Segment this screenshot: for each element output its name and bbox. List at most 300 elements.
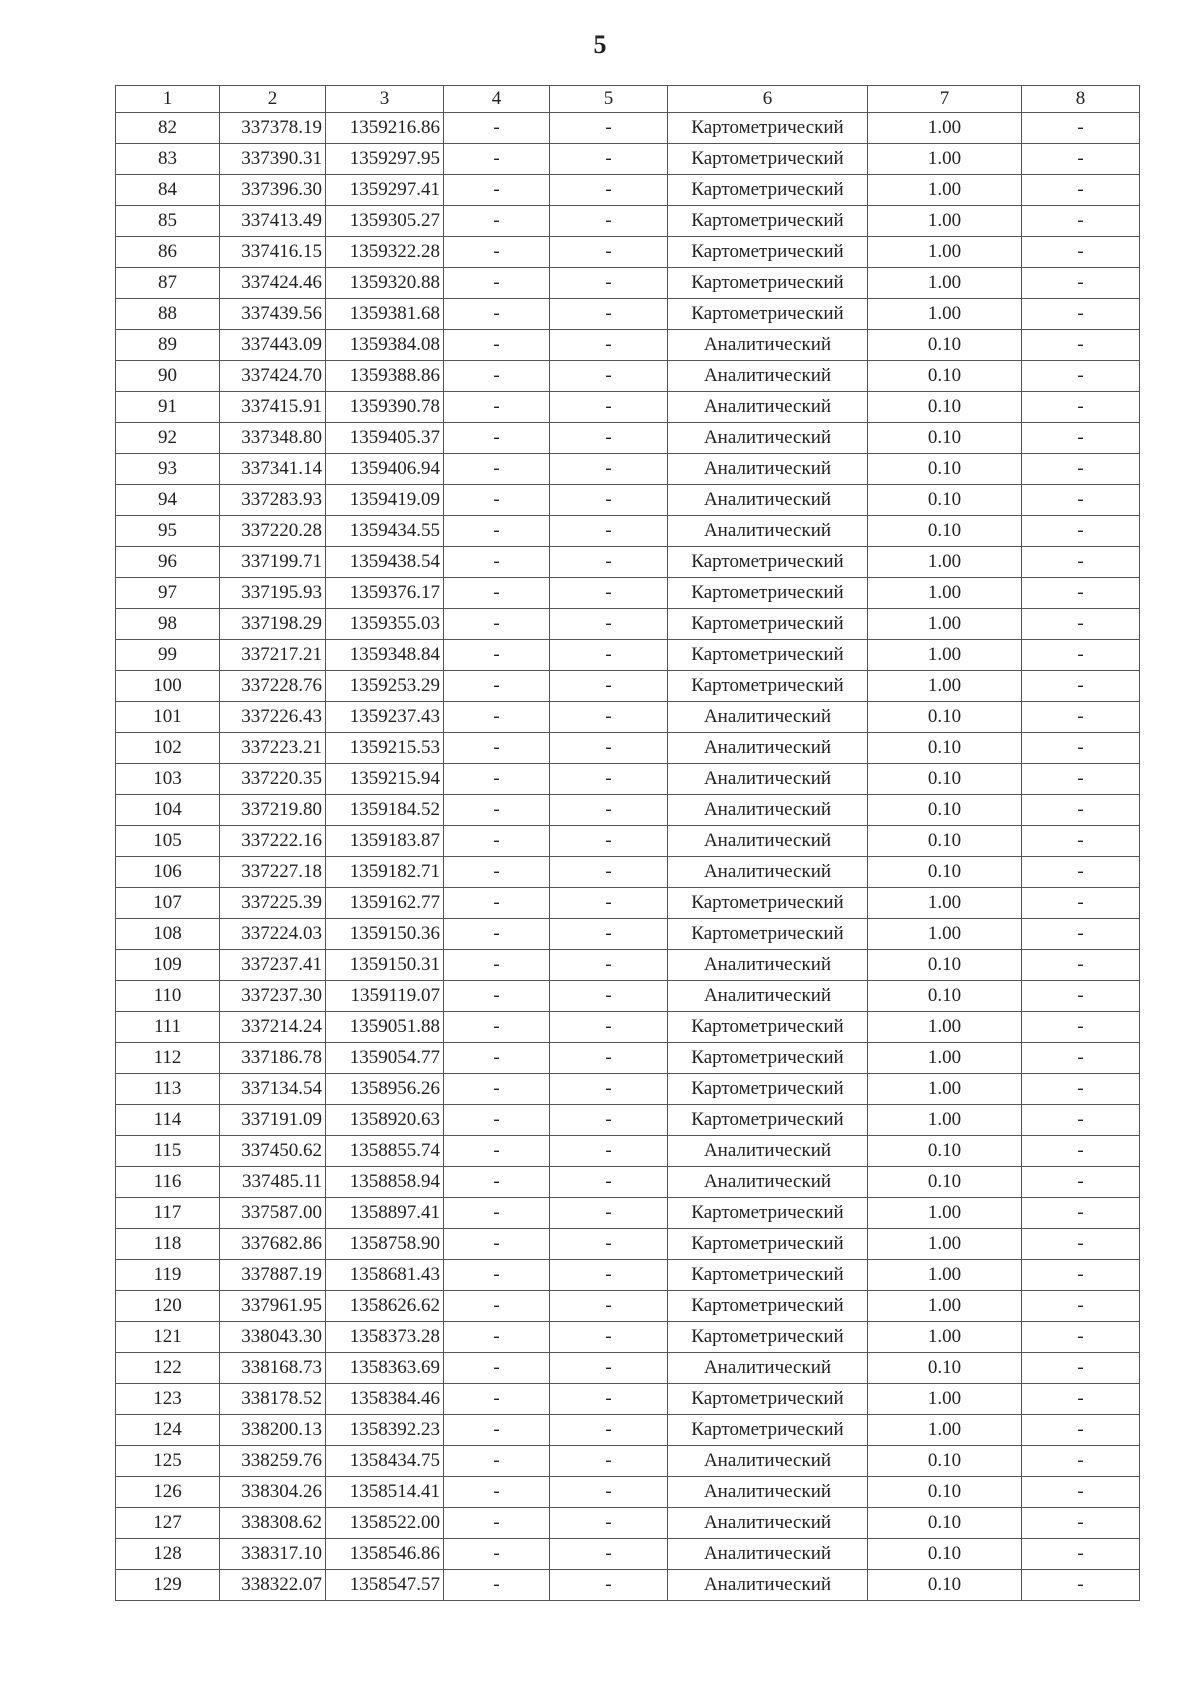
x-coordinate-cell: 337217.21	[220, 640, 326, 671]
point-number-cell: 104	[116, 795, 220, 826]
x-coordinate-cell: 337199.71	[220, 547, 326, 578]
accuracy-cell: 0.10	[868, 1477, 1022, 1508]
accuracy-cell: 0.10	[868, 392, 1022, 423]
method-cell: Аналитический	[668, 702, 868, 733]
table-row	[116, 547, 1140, 578]
column-8-cell: -	[1022, 237, 1140, 268]
point-number-cell: 96	[116, 547, 220, 578]
x-coordinate-cell: 337961.95	[220, 1291, 326, 1322]
y-coordinate-cell: 1359253.29	[326, 671, 444, 702]
method-cell: Картометрический	[668, 1229, 868, 1260]
column-4-cell: -	[444, 1074, 550, 1105]
column-5-cell: -	[550, 1229, 668, 1260]
table-row	[116, 1105, 1140, 1136]
y-coordinate-cell: 1359322.28	[326, 237, 444, 268]
column-5-cell: -	[550, 175, 668, 206]
y-coordinate-cell: 1358855.74	[326, 1136, 444, 1167]
table-row	[116, 1570, 1140, 1601]
method-cell: Аналитический	[668, 1539, 868, 1570]
point-number-cell: 83	[116, 144, 220, 175]
method-cell: Картометрический	[668, 1198, 868, 1229]
x-coordinate-cell: 337237.41	[220, 950, 326, 981]
table-row	[116, 857, 1140, 888]
column-8-cell: -	[1022, 1353, 1140, 1384]
column-5-cell: -	[550, 1570, 668, 1601]
y-coordinate-cell: 1359237.43	[326, 702, 444, 733]
x-coordinate-cell: 337223.21	[220, 733, 326, 764]
accuracy-cell: 0.10	[868, 764, 1022, 795]
y-coordinate-cell: 1359434.55	[326, 516, 444, 547]
point-number-cell: 105	[116, 826, 220, 857]
column-5-cell: -	[550, 733, 668, 764]
point-number-cell: 124	[116, 1415, 220, 1446]
table-header-row	[116, 86, 1140, 113]
column-4-cell: -	[444, 454, 550, 485]
column-5-cell: -	[550, 1260, 668, 1291]
column-4-cell: -	[444, 299, 550, 330]
accuracy-cell: 0.10	[868, 733, 1022, 764]
column-5-cell: -	[550, 764, 668, 795]
method-cell: Картометрический	[668, 113, 868, 144]
table-row	[116, 1508, 1140, 1539]
column-5-cell: -	[550, 361, 668, 392]
accuracy-cell: 1.00	[868, 671, 1022, 702]
accuracy-cell: 0.10	[868, 1353, 1022, 1384]
method-cell: Картометрический	[668, 1043, 868, 1074]
point-number-cell: 99	[116, 640, 220, 671]
point-number-cell: 84	[116, 175, 220, 206]
column-5-cell: -	[550, 1539, 668, 1570]
point-number-cell: 118	[116, 1229, 220, 1260]
column-4-cell: -	[444, 609, 550, 640]
column-4-cell: -	[444, 1043, 550, 1074]
method-cell: Картометрический	[668, 1012, 868, 1043]
accuracy-cell: 0.10	[868, 826, 1022, 857]
column-5-cell: -	[550, 1508, 668, 1539]
column-8-cell: -	[1022, 361, 1140, 392]
accuracy-cell: 1.00	[868, 888, 1022, 919]
y-coordinate-cell: 1358434.75	[326, 1446, 444, 1477]
column-5-cell: -	[550, 1167, 668, 1198]
column-8-cell: -	[1022, 1415, 1140, 1446]
method-cell: Картометрический	[668, 609, 868, 640]
x-coordinate-cell: 337195.93	[220, 578, 326, 609]
method-cell: Картометрический	[668, 175, 868, 206]
method-cell: Аналитический	[668, 1446, 868, 1477]
method-cell: Картометрический	[668, 671, 868, 702]
y-coordinate-cell: 1358384.46	[326, 1384, 444, 1415]
coordinates-table	[115, 85, 1140, 1601]
column-8-cell: -	[1022, 1136, 1140, 1167]
accuracy-cell: 1.00	[868, 206, 1022, 237]
column-5-cell: -	[550, 423, 668, 454]
table-row	[116, 1260, 1140, 1291]
x-coordinate-cell: 338322.07	[220, 1570, 326, 1601]
table-row	[116, 764, 1140, 795]
accuracy-cell: 1.00	[868, 640, 1022, 671]
y-coordinate-cell: 1358373.28	[326, 1322, 444, 1353]
column-4-cell: -	[444, 1012, 550, 1043]
x-coordinate-cell: 337283.93	[220, 485, 326, 516]
x-coordinate-cell: 337186.78	[220, 1043, 326, 1074]
method-cell: Аналитический	[668, 1353, 868, 1384]
column-5-cell: -	[550, 206, 668, 237]
point-number-cell: 114	[116, 1105, 220, 1136]
method-cell: Аналитический	[668, 1570, 868, 1601]
column-4-cell: -	[444, 733, 550, 764]
page-number: 5	[593, 30, 607, 59]
method-cell: Картометрический	[668, 640, 868, 671]
table-row	[116, 237, 1140, 268]
point-number-cell: 115	[116, 1136, 220, 1167]
point-number-cell: 108	[116, 919, 220, 950]
x-coordinate-cell: 338317.10	[220, 1539, 326, 1570]
column-4-cell: -	[444, 485, 550, 516]
method-cell: Аналитический	[668, 361, 868, 392]
column-4-cell: -	[444, 268, 550, 299]
column-8-cell: -	[1022, 950, 1140, 981]
method-cell: Картометрический	[668, 1074, 868, 1105]
point-number-cell: 113	[116, 1074, 220, 1105]
x-coordinate-cell: 338043.30	[220, 1322, 326, 1353]
point-number-cell: 116	[116, 1167, 220, 1198]
y-coordinate-cell: 1358858.94	[326, 1167, 444, 1198]
x-coordinate-cell: 337227.18	[220, 857, 326, 888]
accuracy-cell: 1.00	[868, 175, 1022, 206]
table-row	[116, 392, 1140, 423]
point-number-cell: 91	[116, 392, 220, 423]
column-5-cell: -	[550, 1012, 668, 1043]
y-coordinate-cell: 1359384.08	[326, 330, 444, 361]
column-8-cell: -	[1022, 175, 1140, 206]
table-row	[116, 1043, 1140, 1074]
point-number-cell: 102	[116, 733, 220, 764]
point-number-cell: 120	[116, 1291, 220, 1322]
y-coordinate-cell: 1358546.86	[326, 1539, 444, 1570]
column-5-cell: -	[550, 454, 668, 485]
column-8-cell: -	[1022, 1446, 1140, 1477]
y-coordinate-cell: 1359390.78	[326, 392, 444, 423]
point-number-cell: 127	[116, 1508, 220, 1539]
table-row	[116, 1384, 1140, 1415]
column-4-cell: -	[444, 392, 550, 423]
y-coordinate-cell: 1359051.88	[326, 1012, 444, 1043]
method-cell: Картометрический	[668, 268, 868, 299]
table-row	[116, 919, 1140, 950]
method-cell: Аналитический	[668, 950, 868, 981]
column-8-cell: -	[1022, 1198, 1140, 1229]
accuracy-cell: 1.00	[868, 1105, 1022, 1136]
table-body	[116, 113, 1140, 1601]
column-8-cell: -	[1022, 1477, 1140, 1508]
column-5-cell: -	[550, 1043, 668, 1074]
y-coordinate-cell: 1358681.43	[326, 1260, 444, 1291]
column-4-cell: -	[444, 547, 550, 578]
column-4-cell: -	[444, 1477, 550, 1508]
column-8-cell: -	[1022, 795, 1140, 826]
column-header: 2	[220, 86, 326, 113]
method-cell: Аналитический	[668, 392, 868, 423]
method-cell: Картометрический	[668, 1415, 868, 1446]
method-cell: Аналитический	[668, 330, 868, 361]
column-4-cell: -	[444, 1353, 550, 1384]
table-row	[116, 1012, 1140, 1043]
column-8-cell: -	[1022, 330, 1140, 361]
method-cell: Аналитический	[668, 857, 868, 888]
point-number-cell: 109	[116, 950, 220, 981]
method-cell: Картометрический	[668, 1105, 868, 1136]
column-4-cell: -	[444, 1105, 550, 1136]
x-coordinate-cell: 337224.03	[220, 919, 326, 950]
column-4-cell: -	[444, 857, 550, 888]
x-coordinate-cell: 337390.31	[220, 144, 326, 175]
accuracy-cell: 0.10	[868, 857, 1022, 888]
column-8-cell: -	[1022, 888, 1140, 919]
accuracy-cell: 1.00	[868, 1415, 1022, 1446]
y-coordinate-cell: 1359150.31	[326, 950, 444, 981]
x-coordinate-cell: 337220.35	[220, 764, 326, 795]
accuracy-cell: 1.00	[868, 144, 1022, 175]
column-8-cell: -	[1022, 485, 1140, 516]
column-5-cell: -	[550, 330, 668, 361]
column-5-cell: -	[550, 1477, 668, 1508]
table-row	[116, 578, 1140, 609]
column-8-cell: -	[1022, 1291, 1140, 1322]
accuracy-cell: 1.00	[868, 1012, 1022, 1043]
column-5-cell: -	[550, 113, 668, 144]
column-5-cell: -	[550, 1322, 668, 1353]
y-coordinate-cell: 1359348.84	[326, 640, 444, 671]
method-cell: Аналитический	[668, 981, 868, 1012]
y-coordinate-cell: 1359355.03	[326, 609, 444, 640]
column-4-cell: -	[444, 1384, 550, 1415]
x-coordinate-cell: 337424.46	[220, 268, 326, 299]
point-number-cell: 87	[116, 268, 220, 299]
column-8-cell: -	[1022, 640, 1140, 671]
method-cell: Картометрический	[668, 1260, 868, 1291]
method-cell: Аналитический	[668, 1167, 868, 1198]
x-coordinate-cell: 337341.14	[220, 454, 326, 485]
y-coordinate-cell: 1359215.94	[326, 764, 444, 795]
column-4-cell: -	[444, 1229, 550, 1260]
column-5-cell: -	[550, 1074, 668, 1105]
column-4-cell: -	[444, 361, 550, 392]
y-coordinate-cell: 1359419.09	[326, 485, 444, 516]
accuracy-cell: 1.00	[868, 1043, 1022, 1074]
column-8-cell: -	[1022, 826, 1140, 857]
column-4-cell: -	[444, 671, 550, 702]
column-4-cell: -	[444, 702, 550, 733]
column-4-cell: -	[444, 826, 550, 857]
column-5-cell: -	[550, 237, 668, 268]
table-row	[116, 175, 1140, 206]
table-row	[116, 1198, 1140, 1229]
column-8-cell: -	[1022, 1074, 1140, 1105]
x-coordinate-cell: 337413.49	[220, 206, 326, 237]
accuracy-cell: 0.10	[868, 1136, 1022, 1167]
accuracy-cell: 1.00	[868, 1384, 1022, 1415]
table-row	[116, 299, 1140, 330]
point-number-cell: 123	[116, 1384, 220, 1415]
column-4-cell: -	[444, 144, 550, 175]
accuracy-cell: 0.10	[868, 330, 1022, 361]
column-8-cell: -	[1022, 268, 1140, 299]
y-coordinate-cell: 1359184.52	[326, 795, 444, 826]
column-4-cell: -	[444, 423, 550, 454]
y-coordinate-cell: 1359215.53	[326, 733, 444, 764]
y-coordinate-cell: 1358920.63	[326, 1105, 444, 1136]
column-8-cell: -	[1022, 206, 1140, 237]
x-coordinate-cell: 337220.28	[220, 516, 326, 547]
table-row	[116, 1477, 1140, 1508]
column-8-cell: -	[1022, 1229, 1140, 1260]
x-coordinate-cell: 338308.62	[220, 1508, 326, 1539]
accuracy-cell: 0.10	[868, 1446, 1022, 1477]
column-5-cell: -	[550, 826, 668, 857]
accuracy-cell: 1.00	[868, 1229, 1022, 1260]
column-5-cell: -	[550, 609, 668, 640]
column-5-cell: -	[550, 392, 668, 423]
column-4-cell: -	[444, 764, 550, 795]
y-coordinate-cell: 1359183.87	[326, 826, 444, 857]
x-coordinate-cell: 337191.09	[220, 1105, 326, 1136]
point-number-cell: 103	[116, 764, 220, 795]
point-number-cell: 85	[116, 206, 220, 237]
accuracy-cell: 0.10	[868, 795, 1022, 826]
column-5-cell: -	[550, 919, 668, 950]
column-4-cell: -	[444, 919, 550, 950]
table-row	[116, 1539, 1140, 1570]
y-coordinate-cell: 1358514.41	[326, 1477, 444, 1508]
table-row	[116, 981, 1140, 1012]
column-5-cell: -	[550, 1198, 668, 1229]
point-number-cell: 106	[116, 857, 220, 888]
column-8-cell: -	[1022, 1508, 1140, 1539]
method-cell: Картометрический	[668, 1384, 868, 1415]
column-header: 4	[444, 86, 550, 113]
method-cell: Аналитический	[668, 454, 868, 485]
column-4-cell: -	[444, 1136, 550, 1167]
y-coordinate-cell: 1359320.88	[326, 268, 444, 299]
y-coordinate-cell: 1359297.95	[326, 144, 444, 175]
column-header: 8	[1022, 86, 1140, 113]
point-number-cell: 90	[116, 361, 220, 392]
point-number-cell: 121	[116, 1322, 220, 1353]
column-8-cell: -	[1022, 733, 1140, 764]
column-5-cell: -	[550, 144, 668, 175]
x-coordinate-cell: 338178.52	[220, 1384, 326, 1415]
column-header: 3	[326, 86, 444, 113]
point-number-cell: 125	[116, 1446, 220, 1477]
method-cell: Аналитический	[668, 764, 868, 795]
table-row	[116, 485, 1140, 516]
x-coordinate-cell: 337226.43	[220, 702, 326, 733]
column-header: 5	[550, 86, 668, 113]
column-5-cell: -	[550, 485, 668, 516]
accuracy-cell: 1.00	[868, 268, 1022, 299]
column-8-cell: -	[1022, 1570, 1140, 1601]
method-cell: Картометрический	[668, 919, 868, 950]
column-8-cell: -	[1022, 516, 1140, 547]
x-coordinate-cell: 337237.30	[220, 981, 326, 1012]
column-5-cell: -	[550, 702, 668, 733]
method-cell: Аналитический	[668, 1136, 868, 1167]
column-5-cell: -	[550, 268, 668, 299]
method-cell: Картометрический	[668, 237, 868, 268]
table-row	[116, 330, 1140, 361]
column-5-cell: -	[550, 1291, 668, 1322]
column-4-cell: -	[444, 888, 550, 919]
column-8-cell: -	[1022, 671, 1140, 702]
method-cell: Картометрический	[668, 888, 868, 919]
column-8-cell: -	[1022, 857, 1140, 888]
x-coordinate-cell: 337424.70	[220, 361, 326, 392]
x-coordinate-cell: 337887.19	[220, 1260, 326, 1291]
y-coordinate-cell: 1359216.86	[326, 113, 444, 144]
column-8-cell: -	[1022, 578, 1140, 609]
column-4-cell: -	[444, 516, 550, 547]
x-coordinate-cell: 337396.30	[220, 175, 326, 206]
point-number-cell: 95	[116, 516, 220, 547]
accuracy-cell: 1.00	[868, 1074, 1022, 1105]
column-header: 7	[868, 86, 1022, 113]
method-cell: Аналитический	[668, 516, 868, 547]
y-coordinate-cell: 1359406.94	[326, 454, 444, 485]
table-row	[116, 702, 1140, 733]
x-coordinate-cell: 337228.76	[220, 671, 326, 702]
column-5-cell: -	[550, 981, 668, 1012]
point-number-cell: 110	[116, 981, 220, 1012]
accuracy-cell: 1.00	[868, 609, 1022, 640]
accuracy-cell: 1.00	[868, 1198, 1022, 1229]
column-8-cell: -	[1022, 1012, 1140, 1043]
table-row	[116, 206, 1140, 237]
x-coordinate-cell: 337415.91	[220, 392, 326, 423]
x-coordinate-cell: 337378.19	[220, 113, 326, 144]
x-coordinate-cell: 337416.15	[220, 237, 326, 268]
point-number-cell: 92	[116, 423, 220, 454]
column-8-cell: -	[1022, 454, 1140, 485]
x-coordinate-cell: 337587.00	[220, 1198, 326, 1229]
table-row	[116, 144, 1140, 175]
x-coordinate-cell: 338168.73	[220, 1353, 326, 1384]
x-coordinate-cell: 337214.24	[220, 1012, 326, 1043]
x-coordinate-cell: 337439.56	[220, 299, 326, 330]
method-cell: Аналитический	[668, 485, 868, 516]
column-8-cell: -	[1022, 392, 1140, 423]
table-row	[116, 1322, 1140, 1353]
y-coordinate-cell: 1358758.90	[326, 1229, 444, 1260]
y-coordinate-cell: 1359388.86	[326, 361, 444, 392]
column-4-cell: -	[444, 950, 550, 981]
column-8-cell: -	[1022, 1539, 1140, 1570]
column-8-cell: -	[1022, 113, 1140, 144]
column-8-cell: -	[1022, 423, 1140, 454]
method-cell: Аналитический	[668, 795, 868, 826]
accuracy-cell: 0.10	[868, 1508, 1022, 1539]
table-row	[116, 423, 1140, 454]
y-coordinate-cell: 1358392.23	[326, 1415, 444, 1446]
method-cell: Аналитический	[668, 423, 868, 454]
method-cell: Аналитический	[668, 1508, 868, 1539]
method-cell: Аналитический	[668, 733, 868, 764]
column-8-cell: -	[1022, 702, 1140, 733]
accuracy-cell: 0.10	[868, 454, 1022, 485]
column-8-cell: -	[1022, 547, 1140, 578]
table-row	[116, 454, 1140, 485]
column-5-cell: -	[550, 547, 668, 578]
column-5-cell: -	[550, 1136, 668, 1167]
